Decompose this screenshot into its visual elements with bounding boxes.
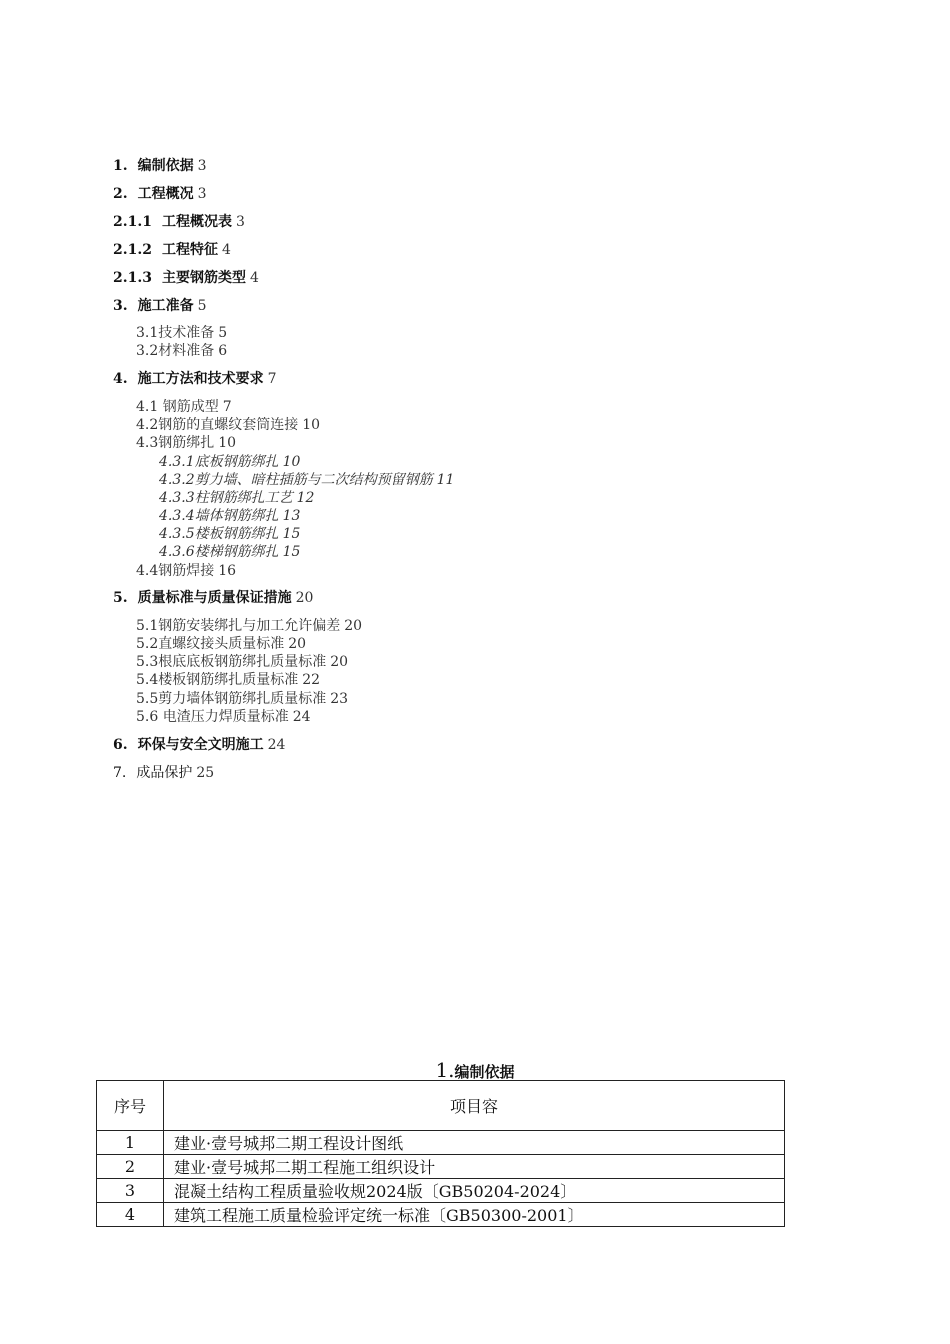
row-item: 建业·壹号城邦二期工程施工组织设计 (164, 1155, 785, 1179)
row-item: 建筑工程施工质量检验评定统一标准〔GB50300-2001〕 (164, 1203, 785, 1227)
toc-entry-page: 24 (292, 709, 311, 725)
section-title: 编制依据 (454, 1063, 515, 1081)
toc-entry-page: 12 (296, 490, 315, 506)
row-index: 3 (97, 1179, 164, 1203)
toc-entry-title: 施工方法和技术要求 (137, 371, 264, 387)
toc-entry-page: 24 (267, 737, 286, 753)
toc-entry-page: 15 (282, 526, 301, 542)
toc-entry-number: 2.1.1 (113, 214, 152, 230)
toc-entry-title: 5.5剪力墙体钢筋绑扎质量标准 (136, 691, 327, 707)
toc-entry[interactable] (159, 453, 300, 471)
toc-entry-title: 4.3.3柱钢筋绑扎工艺 (159, 490, 293, 506)
toc-entry-page: 6 (218, 343, 228, 359)
toc-entry-title: 3.2材料准备 (136, 343, 215, 359)
toc-entry[interactable] (159, 525, 300, 543)
toc-entry-title: 工程概况表 (161, 214, 232, 230)
toc-entry-title: 环保与安全文明施工 (137, 737, 264, 753)
toc-entry[interactable] (136, 635, 306, 653)
toc-entry-title: 5.1钢筋安装绑扎与加工允许偏差 (136, 618, 341, 634)
toc-entry-page: 15 (282, 544, 301, 560)
toc-entry-number: 5. (113, 590, 128, 606)
toc-entry[interactable] (136, 398, 232, 416)
toc-entry[interactable] (113, 736, 285, 754)
toc-entry-title: 工程概况 (137, 186, 194, 202)
toc-entry-number: 6. (113, 737, 128, 753)
toc-entry-title: 4.3.4墙体钢筋绑扎 (159, 508, 279, 524)
toc-entry-page: 22 (302, 672, 321, 688)
row-index: 4 (97, 1203, 164, 1227)
toc-entry-number: 7. (113, 765, 127, 781)
row-index: 2 (97, 1155, 164, 1179)
toc-entry-title: 工程特征 (161, 242, 218, 258)
toc-entry[interactable] (136, 324, 227, 342)
toc-entry-title: 5.2直螺纹接头质量标准 (136, 636, 285, 652)
toc-entry-page: 5 (197, 298, 207, 314)
toc-entry-page: 3 (197, 158, 207, 174)
toc-entry[interactable] (159, 543, 300, 561)
toc-entry-page: 7 (267, 371, 277, 387)
toc-entry[interactable] (113, 213, 245, 231)
toc-entry-page: 20 (295, 590, 314, 606)
toc-entry-title: 4.3.2剪力墙、暗柱插筋与二次结构预留钢筋 (159, 472, 433, 488)
toc-entry[interactable] (159, 471, 454, 489)
toc-entry[interactable] (113, 269, 259, 287)
toc-entry[interactable] (136, 416, 320, 434)
toc-entry[interactable] (136, 434, 236, 452)
toc-entry-title: 5.4楼板钢筋绑扎质量标准 (136, 672, 299, 688)
toc-entry-title: 3.1技术准备 (136, 325, 215, 341)
toc-entry-title: 4.3.6楼梯钢筋绑扎 (159, 544, 279, 560)
toc-entry-title: 4.1 钢筋成型 (136, 399, 219, 415)
section-number: 1. (435, 1058, 455, 1082)
toc-entry[interactable] (113, 589, 313, 607)
toc-entry[interactable] (136, 342, 227, 360)
toc-entry-page: 7 (222, 399, 232, 415)
toc-entry-page: 20 (344, 618, 363, 634)
toc-entry-title: 施工准备 (137, 298, 194, 314)
table-header-row (97, 1081, 785, 1131)
row-item: 混凝土结构工程质量验收规2024版〔GB50204-2024〕 (164, 1179, 785, 1203)
toc-entry-number: 2. (113, 186, 128, 202)
table-row (97, 1131, 785, 1155)
toc-entry[interactable] (113, 241, 231, 259)
toc-entry-page: 5 (218, 325, 228, 341)
toc-entry[interactable] (113, 185, 207, 203)
toc-entry-page: 4 (249, 270, 259, 286)
table-row (97, 1203, 785, 1227)
column-header-item: 项目容 (164, 1081, 785, 1131)
toc-entry-title: 主要钢筋类型 (161, 270, 246, 286)
toc-entry[interactable] (136, 562, 236, 580)
toc-entry-title: 4.3.5楼板钢筋绑扎 (159, 526, 279, 542)
row-item: 建业·壹号城邦二期工程设计图纸 (164, 1131, 785, 1155)
toc-entry-number: 2.1.2 (113, 242, 152, 258)
toc-entry-page: 20 (330, 654, 349, 670)
toc-entry[interactable] (113, 157, 207, 175)
toc-entry-page: 10 (302, 417, 321, 433)
basis-table (96, 1080, 785, 1227)
toc-entry-title: 4.2钢筋的直螺纹套筒连接 (136, 417, 299, 433)
toc-entry-title: 编制依据 (137, 158, 194, 174)
toc-entry-page: 4 (221, 242, 231, 258)
toc-entry[interactable] (113, 764, 214, 782)
toc-entry[interactable] (159, 489, 314, 507)
toc-entry-title: 5.6 电渣压力焊质量标准 (136, 709, 289, 725)
toc-entry-page: 11 (436, 472, 455, 488)
column-header-index: 序号 (97, 1081, 164, 1131)
section-heading (0, 1058, 950, 1082)
toc-entry-title: 质量标准与质量保证措施 (137, 590, 292, 606)
toc-entry-page: 3 (235, 214, 245, 230)
toc-entry-page: 25 (196, 765, 215, 781)
toc-entry-number: 2.1.3 (113, 270, 152, 286)
toc-entry-number: 3. (113, 298, 128, 314)
toc-entry-title: 成品保护 (136, 765, 193, 781)
toc-entry-page: 10 (218, 435, 237, 451)
toc-entry-title: 4.4钢筋焊接 (136, 563, 215, 579)
toc-entry-page: 3 (197, 186, 207, 202)
toc-entry-number: 4. (113, 371, 128, 387)
toc-entry-page: 20 (288, 636, 307, 652)
toc-entry[interactable] (136, 617, 362, 635)
toc-entry[interactable] (136, 690, 348, 708)
toc-entry-page: 16 (218, 563, 237, 579)
table-row (97, 1155, 785, 1179)
toc-entry[interactable] (113, 297, 207, 315)
toc-entry[interactable] (136, 653, 348, 671)
toc-entry-title: 4.3.1底板钢筋绑扎 (159, 454, 279, 470)
table-row (97, 1179, 785, 1203)
toc-entry-page: 13 (282, 508, 301, 524)
toc-entry-title: 5.3根底底板钢筋绑扎质量标准 (136, 654, 327, 670)
toc-entry-page: 23 (330, 691, 349, 707)
toc-entry[interactable] (136, 708, 311, 726)
row-index: 1 (97, 1131, 164, 1155)
toc-entry-page: 10 (282, 454, 301, 470)
toc-entry[interactable] (136, 671, 320, 689)
toc-entry-title: 4.3钢筋绑扎 (136, 435, 215, 451)
toc-entry[interactable] (113, 370, 277, 388)
toc-entry[interactable] (159, 507, 300, 525)
toc-entry-number: 1. (113, 158, 128, 174)
